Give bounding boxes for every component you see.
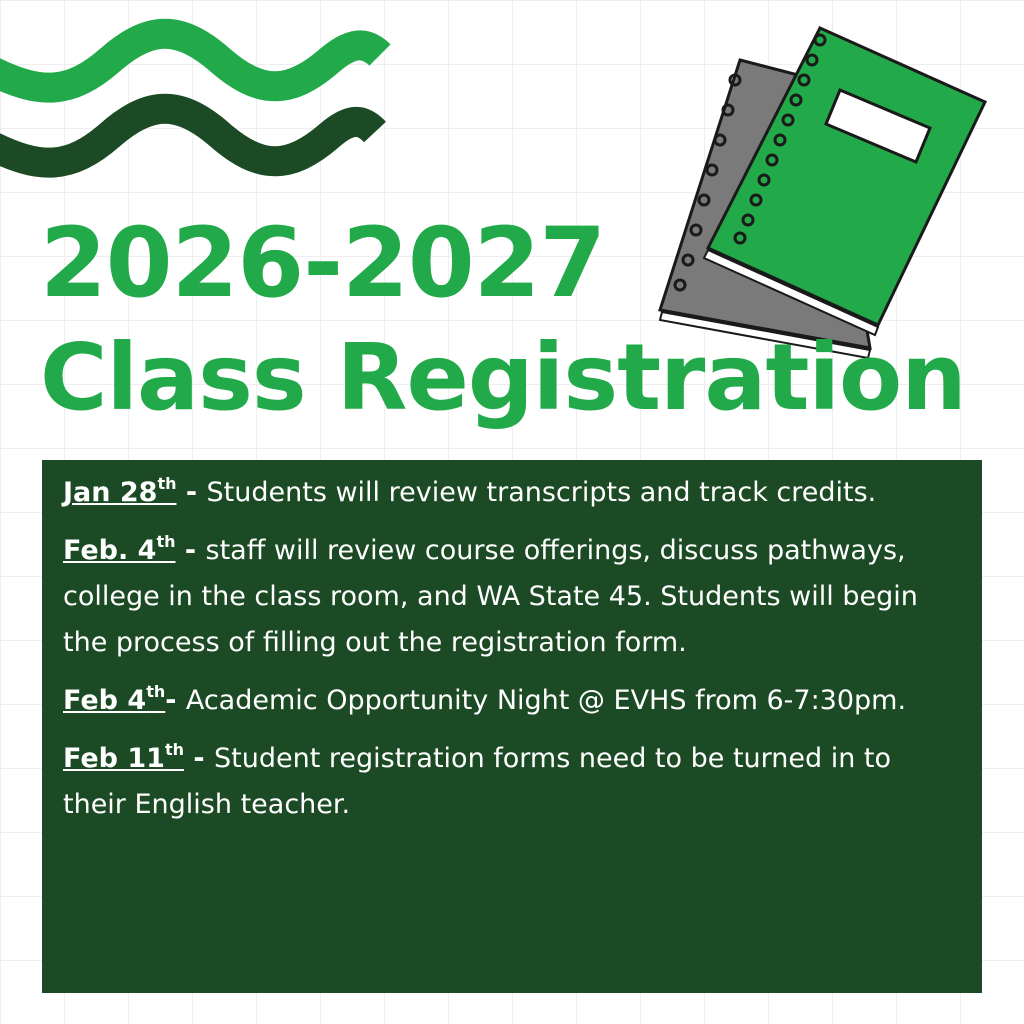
wave-decoration [0,0,400,200]
schedule-date: Jan 28th [63,474,177,508]
schedule-separator: - [184,743,215,774]
title-year: 2026-2027 [40,207,606,319]
schedule-text: Student registration forms need to be turned in to their English teacher. [63,743,892,820]
schedule-separator: - [175,535,206,566]
schedule-text: staff will review course offerings, discuss pathways, college in the class room, and WA State 45. Students will begin the process of filling out the registration form. [63,535,918,658]
schedule-panel [42,460,982,993]
schedule-text: Students will review transcripts and track credits. [206,477,877,508]
schedule-item [63,528,960,666]
schedule-date: Feb 11th [63,740,185,774]
schedule-separator: - [165,685,186,716]
schedule-separator: - [176,477,207,508]
wave-light-green [0,34,380,88]
schedule-text: Academic Opportunity Night @ EVHS from 6-7:30pm. [185,685,907,716]
schedule-item [63,736,960,828]
schedule-item [63,678,960,724]
wave-dark-green [0,109,375,163]
schedule-date: Feb 4th [63,682,166,716]
page-title [40,208,1000,438]
schedule-date: Feb. 4th [63,532,176,566]
title-heading: Class Registration [40,324,966,431]
schedule-item [63,470,960,516]
